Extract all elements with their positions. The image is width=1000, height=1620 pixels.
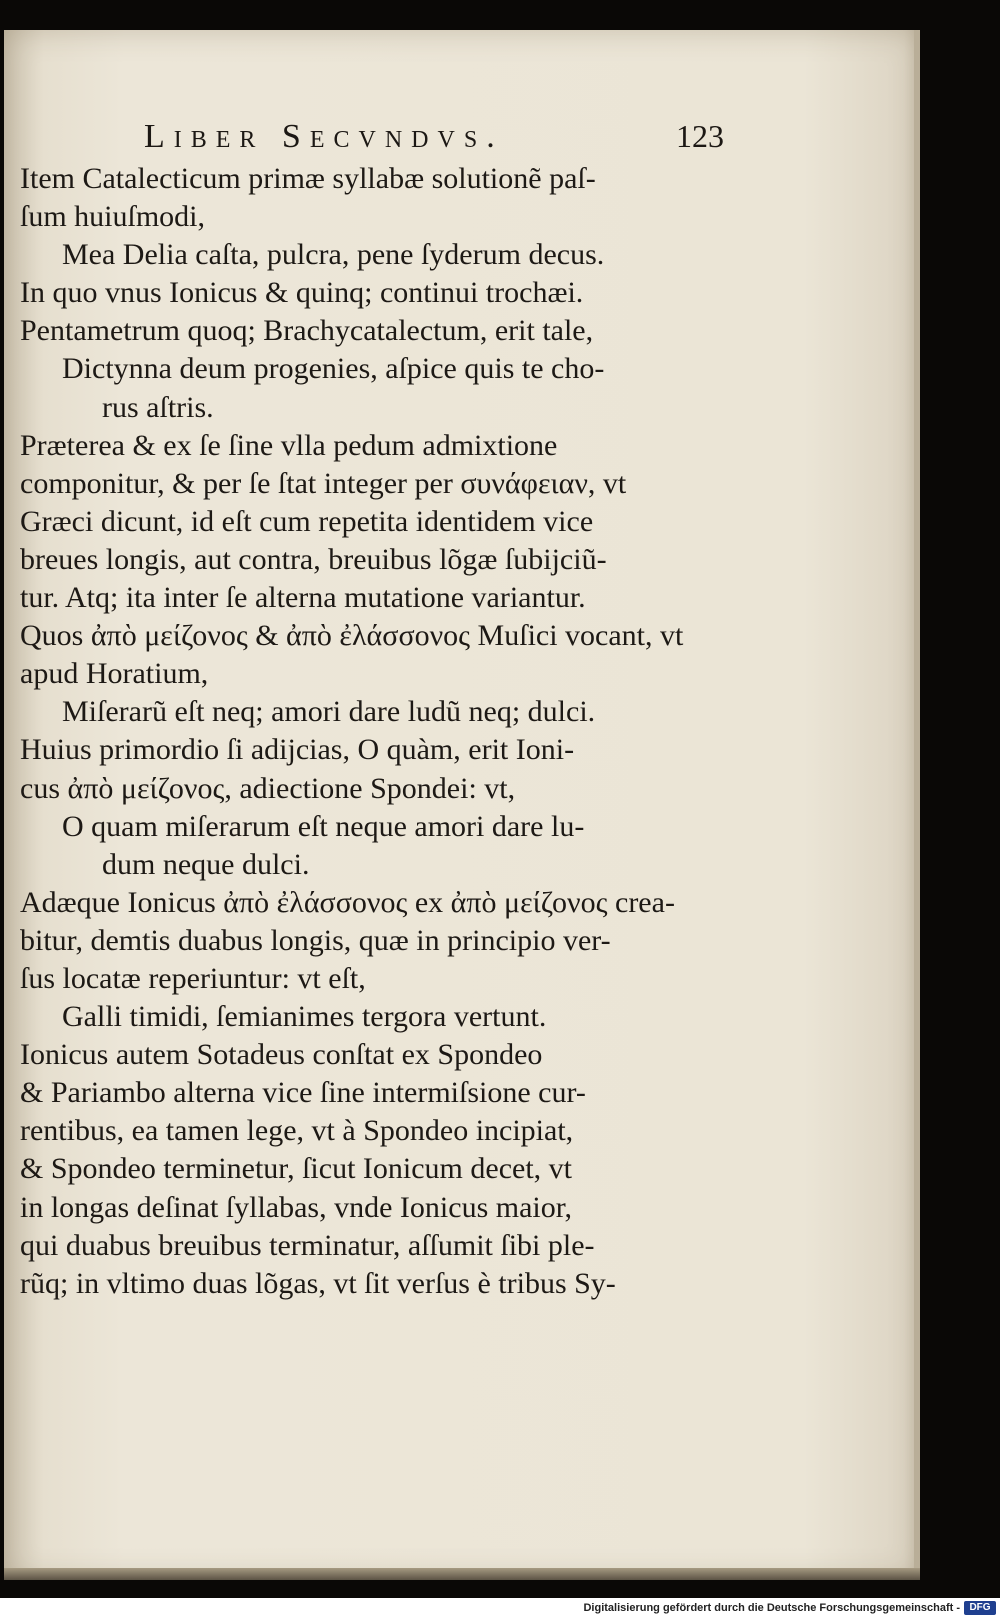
verse-line: Galli timidi, ſemianimes tergora vertunt. xyxy=(62,1000,547,1034)
verse-line: rus aſtris. xyxy=(102,390,214,424)
verse-line: Miſerarũ eſt neq; amori dare ludũ neq; dulci. xyxy=(62,695,596,729)
text-line: bitur, demtis duabus longis, quæ in principio ver- xyxy=(20,923,611,957)
verse-line: Mea Delia caſta, pulcra, pene ſyderum decus. xyxy=(62,238,605,272)
digitization-footer xyxy=(0,1598,1000,1620)
text-line: ſus locatæ reperiuntur: vt eſt, xyxy=(20,961,366,995)
body-text xyxy=(20,160,720,1303)
page-number: 123 xyxy=(676,118,724,154)
text-line: Huius primordio ſi adijcias, O quàm, erit Ioni- xyxy=(20,733,575,767)
text-line: Adæque Ionicus ἀπὸ ἐλάσσονος ex ἀπὸ μείζονος crea- xyxy=(20,885,675,919)
page-edge xyxy=(914,30,920,1580)
verse-line: dum neque dulci. xyxy=(102,847,310,881)
text-line: componitur, & per ſe ſtat integer per συνάφειαν, vt xyxy=(20,466,627,500)
text-line: Græci dicunt, id eſt cum repetita identidem vice xyxy=(20,504,594,538)
text-line: breues longis, aut contra, breuibus lõgæ ſubijciũ- xyxy=(20,542,607,576)
text-line: Pentametrum quoq; Brachycatalectum, erit tale, xyxy=(20,314,594,348)
verse-line: Dictynna deum progenies, aſpice quis te cho- xyxy=(62,352,605,386)
dfg-logo-icon: DFG xyxy=(964,1601,996,1615)
text-line: Præterea & ex ſe ſine vlla pedum admixtione xyxy=(20,428,558,462)
text-line: rentibus, ea tamen lege, vt à Spondeo incipiat, xyxy=(20,1114,574,1148)
book-page xyxy=(4,30,920,1580)
text-line: Ionicus autem Sotadeus conſtat ex Spondeo xyxy=(20,1038,543,1072)
text-line: in longas deſinat ſyllabas, vnde Ionicus maior, xyxy=(20,1190,573,1224)
text-line: Item Catalecticum primæ syllabæ solutionẽ paſ- xyxy=(20,162,596,195)
text-line: Quos ἀπὸ μείζονος & ἀπὸ ἐλάσσονος Muſici vocant, vt xyxy=(20,619,684,653)
text-line: ſum huiuſmodi, xyxy=(20,200,206,234)
footer-credit: Digitalisierung gefördert durch die Deutsche Forschungsgemeinschaft - xyxy=(583,1602,960,1614)
text-line: qui duabus breuibus terminatur, aſſumit ſibi ple- xyxy=(20,1228,595,1262)
page-header xyxy=(144,118,724,158)
text-line: cus ἀπὸ μείζονος, adiectione Spondei: vt, xyxy=(20,771,516,805)
text-line: tur. Atq; ita inter ſe alterna mutatione variantur. xyxy=(20,581,586,615)
running-title: Liber Secvndvs. xyxy=(144,118,504,155)
page-bottom-edge xyxy=(4,1568,920,1580)
text-line: & Pariambo alterna vice ſine intermiſsione cur- xyxy=(20,1076,586,1110)
text-line: apud Horatium, xyxy=(20,657,209,691)
text-line: In quo vnus Ionicus & quinq; continui trochæi. xyxy=(20,276,584,310)
text-line: & Spondeo terminetur, ſicut Ionicum decet, vt xyxy=(20,1152,572,1186)
text-line: rũq; in vltimo duas lõgas, vt ſit verſus è tribus Sy- xyxy=(20,1266,616,1300)
verse-line: O quam miſerarum eſt neque amori dare lu- xyxy=(62,809,585,843)
